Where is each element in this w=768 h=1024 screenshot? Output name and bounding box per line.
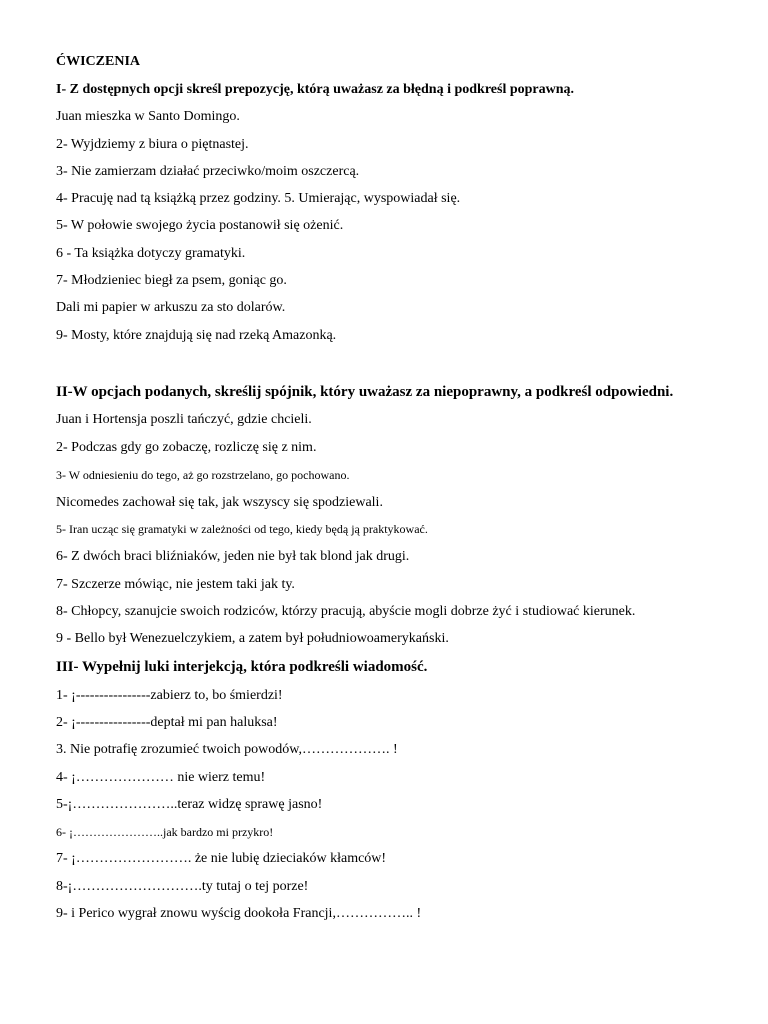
- section-1-item-2: 2- Wyjdziemy z biura o piętnastej.: [56, 137, 249, 152]
- section-1-item-3: 3- Nie zamierzam działać przeciwko/moim oszczercą.: [56, 164, 360, 179]
- section-2-item-4: Nicomedes zachował się tak, jak wszyscy się spodziewali.: [56, 495, 383, 510]
- section-1-item-9: 9- Mosty, które znajdują się nad rzeką Amazonką.: [56, 328, 337, 343]
- section-2-item-1: Juan i Hortensja poszli tańczyć, gdzie chcieli.: [56, 412, 312, 427]
- section-2-item-9: 9 - Bello był Wenezuelczykiem, a zatem był południowoamerykański.: [56, 631, 449, 646]
- section-2-item-5: 5- Iran ucząc się gramatyki w zależności od tego, kiedy będą ją praktykować.: [56, 522, 428, 536]
- section-2-heading: II-W opcjach podanych, skreślij spójnik, który uważasz za niepoprawny, a podkreśl odpowiedni.: [56, 384, 674, 400]
- section-1-item-4: 4- Pracuję nad tą książką przez godziny. 5. Umierając, wyspowiadał się.: [56, 191, 461, 206]
- section-3-item-1: 1- ¡----------------zabierz to, bo śmierdzi!: [56, 688, 283, 703]
- section-1-item-6: 6 - Ta książka dotyczy gramatyki.: [56, 246, 246, 261]
- section-3-item-9: 9- i Perico wygrał znowu wyścig dookoła Francji,…………….. !: [56, 906, 422, 921]
- section-3-item-7: 7- ¡……………………. że nie lubię dzieciaków kłamców!: [56, 851, 387, 866]
- section-3-item-8: 8-¡……………………….ty tutaj o tej porze!: [56, 879, 309, 894]
- section-2-item-8: 8- Chłopcy, szanujcie swoich rodziców, którzy pracują, abyście mogli dobrze żyć i studiować kierunek.: [56, 604, 636, 619]
- section-3-item-5: 5-¡…………………..teraz widzę sprawę jasno!: [56, 797, 323, 812]
- section-1-item-1: Juan mieszka w Santo Domingo.: [56, 109, 240, 124]
- section-1-item-5: 5- W połowie swojego życia postanowił się ożenić.: [56, 218, 344, 233]
- section-3-heading: III- Wypełnij luki interjekcją, która podkreśli wiadomość.: [56, 659, 428, 675]
- section-2-item-2: 2- Podczas gdy go zobaczę, rozliczę się z nim.: [56, 440, 317, 455]
- section-2-item-3: 3- W odniesieniu do tego, aż go rozstrzelano, go pochowano.: [56, 468, 350, 482]
- section-1-item-8: Dali mi papier w arkuszu za sto dolarów.: [56, 300, 286, 315]
- section-2-item-7: 7- Szczerze mówiąc, nie jestem taki jak ty.: [56, 577, 295, 592]
- section-3-item-6: 6- ¡…………………..jak bardzo mi przykro!: [56, 825, 274, 839]
- section-3-item-3: 3. Nie potrafię zrozumieć twoich powodów,………………. !: [56, 742, 398, 757]
- section-3-item-4: 4- ¡………………… nie wierz temu!: [56, 770, 266, 785]
- section-1-heading: I- Z dostępnych opcji skreśl prepozycję, którą uważasz za błędną i podkreśl poprawną.: [56, 82, 575, 97]
- section-1-item-7: 7- Młodzieniec biegł za psem, goniąc go.: [56, 273, 287, 288]
- section-3-item-2: 2- ¡----------------deptał mi pan haluksa!: [56, 715, 278, 730]
- document-title: ĆWICZENIA: [56, 54, 141, 69]
- section-2-item-6: 6- Z dwóch braci bliźniaków, jeden nie był tak blond jak drugi.: [56, 549, 410, 564]
